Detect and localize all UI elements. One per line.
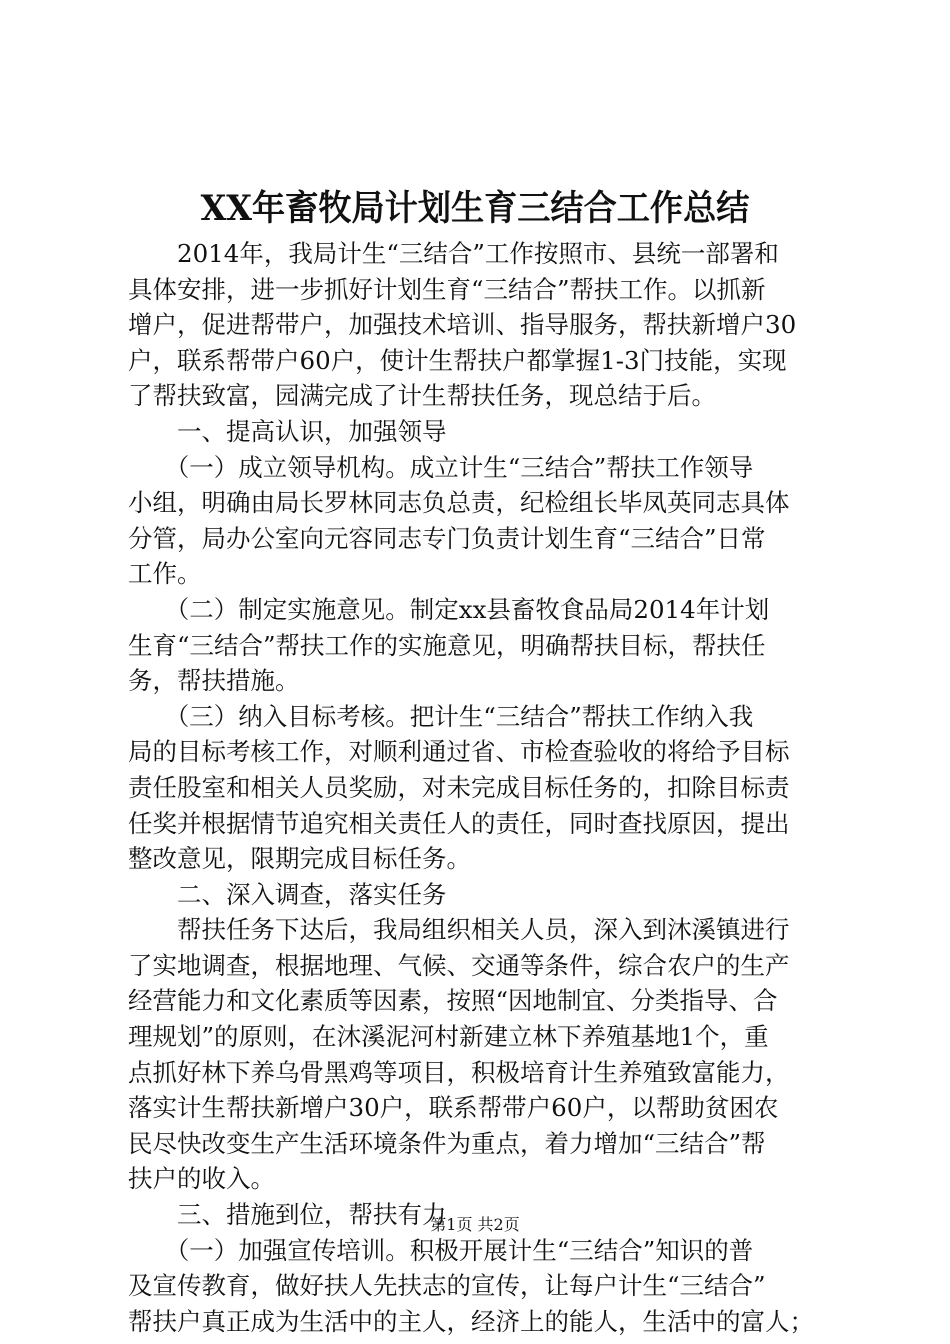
document-body: [128, 236, 832, 1339]
body-line: 一、提高认识，加强领导: [128, 416, 447, 446]
body-line: 责任股室和相关人员奖励，对未完成目标任务的，扣除目标责: [128, 772, 790, 802]
body-line: 经营能力和文化素质等因素，按照“因地制宜、分类指导、合: [128, 986, 778, 1016]
body-line: 三、措施到位，帮扶有力: [128, 1200, 447, 1230]
body-line: 点抓好林下养乌骨黑鸡等项目，积极培育计生养殖致富能力，: [128, 1057, 790, 1087]
body-line: 帮扶户真正成为生活中的主人，经济上的能人，生活中的富人；: [128, 1306, 814, 1336]
body-line: 2014年，我局计生“三结合”工作按照市、县统一部署和: [128, 239, 779, 268]
document-title: XX年畜牧局计划生育三结合工作总结: [200, 188, 750, 229]
body-line: 务，帮扶措施。: [128, 666, 300, 696]
body-line: 小组，明确由局长罗林同志负总责，纪检组长毕凤英同志具体: [128, 488, 790, 518]
body-line: （一）成立领导机构。成立计生“三结合”帮扶工作领导: [128, 452, 754, 482]
body-line: 整改意见，限期完成目标任务。: [128, 844, 471, 874]
body-line: 落实计生帮扶新增户30户，联系帮带户60户，以帮助贫困农: [128, 1093, 779, 1123]
body-line: 了实地调查，根据地理、气候、交通等条件，综合农户的生产: [128, 950, 790, 980]
body-line: （二）制定实施意见。制定xx县畜牧食品局2014年计划: [128, 594, 770, 624]
body-line: 生育“三结合”帮扶工作的实施意见，明确帮扶目标，帮扶任: [128, 630, 766, 660]
body-line: 及宣传教育，做好扶人先扶志的宣传，让每户计生“三结合”: [128, 1271, 766, 1301]
body-line: 分管，局办公室向元容同志专门负责计划生育“三结合”日常: [128, 523, 766, 553]
body-line: 了帮扶致富，园满完成了计生帮扶任务，现总结于后。: [128, 381, 716, 411]
body-line: 扶户的收入。: [128, 1164, 275, 1194]
body-line: 工作。: [128, 559, 202, 589]
body-line: 任奖并根据情节追究相关责任人的责任，同时查找原因，提出: [128, 808, 790, 838]
body-line: 具体安排，进一步抓好计划生育“三结合”帮扶工作。以抓新: [128, 274, 766, 304]
body-line: 局的目标考核工作，对顺利通过省、市检查验收的将给予目标: [128, 737, 790, 767]
body-line: 民尽快改变生产生活环境条件为重点，着力增加“三结合”帮: [128, 1128, 766, 1158]
body-line: （三）纳入目标考核。把计生“三结合”帮扶工作纳入我: [128, 701, 754, 731]
body-line: 二、深入调查，落实任务: [128, 879, 447, 909]
page-footer: 第1页 共2页: [430, 1215, 520, 1234]
body-line: 增户，促进帮带户，加强技术培训、指导服务，帮扶新增户30: [128, 310, 797, 340]
body-line: （一）加强宣传培训。积极开展计生“三结合”知识的普: [128, 1235, 754, 1265]
body-line: 户，联系帮带户60户，使计生帮扶户都掌握1-3门技能，实现: [128, 345, 787, 375]
body-line: 理规划”的原则，在沐溪泥河村新建立林下养殖基地1个，重: [128, 1022, 769, 1052]
body-line: 帮扶任务下达后，我局组织相关人员，深入到沐溪镇进行: [128, 915, 790, 945]
